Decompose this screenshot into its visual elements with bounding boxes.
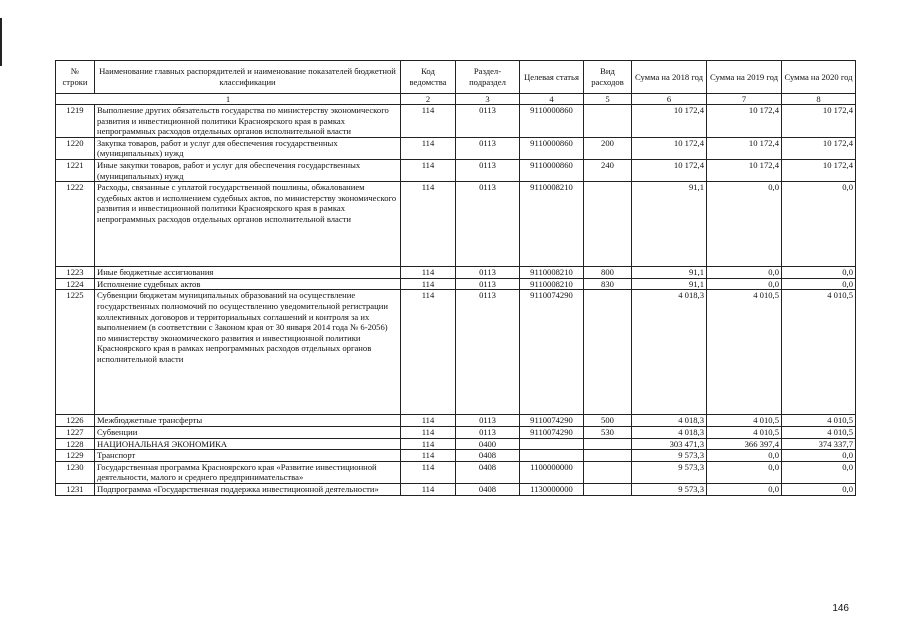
row-sum-2019: 10 172,4 — [707, 105, 782, 138]
row-section: 0113 — [456, 137, 520, 159]
table-row — [56, 415, 856, 427]
column-number: 6 — [632, 94, 707, 105]
table-row — [56, 137, 856, 159]
row-sum-2019: 0,0 — [707, 461, 782, 483]
row-sum-2019: 4 010,5 — [707, 415, 782, 427]
table-row — [56, 278, 856, 290]
column-number: 7 — [707, 94, 782, 105]
row-dept-code: 114 — [401, 159, 456, 181]
page-number: 146 — [832, 603, 849, 614]
column-number: 5 — [584, 94, 632, 105]
row-name: НАЦИОНАЛЬНАЯ ЭКОНОМИКА — [95, 438, 401, 450]
row-dept-code: 114 — [401, 267, 456, 279]
row-number: 1221 — [56, 159, 95, 181]
row-sum-2020: 0,0 — [782, 450, 856, 462]
row-name: Иные бюджетные ассигнования — [95, 267, 401, 279]
row-sum-2018: 91,1 — [632, 278, 707, 290]
col-header-name: Наименование главных распорядителей и наименование показателей бюджетной классификации — [95, 61, 401, 94]
row-section: 0408 — [456, 450, 520, 462]
row-expense-type — [584, 438, 632, 450]
row-sum-2020: 4 010,5 — [782, 415, 856, 427]
row-sum-2019: 0,0 — [707, 278, 782, 290]
row-name: Расходы, связанные с уплатой государственной пошлины, обжалованием судебных актов и исполнением судебных актов, по министерству экономического развития и инвестиционной политики Красноярского края в рамках непрограммных расходов отдельных органов исполнительной власти — [95, 182, 401, 267]
row-sum-2019: 4 010,5 — [707, 426, 782, 438]
row-section: 0113 — [456, 182, 520, 267]
row-sum-2018: 10 172,4 — [632, 137, 707, 159]
row-sum-2018: 10 172,4 — [632, 105, 707, 138]
row-target-article: 1130000000 — [520, 483, 584, 495]
row-sum-2018: 91,1 — [632, 182, 707, 267]
row-name: Транспорт — [95, 450, 401, 462]
row-expense-type — [584, 450, 632, 462]
row-sum-2020: 0,0 — [782, 182, 856, 267]
col-header-row-no: № строки — [56, 61, 95, 94]
row-sum-2019: 10 172,4 — [707, 137, 782, 159]
row-dept-code: 114 — [401, 137, 456, 159]
row-sum-2019: 10 172,4 — [707, 159, 782, 181]
row-sum-2019: 4 010,5 — [707, 290, 782, 415]
row-name: Исполнение судебных актов — [95, 278, 401, 290]
row-sum-2018: 303 471,3 — [632, 438, 707, 450]
row-expense-type — [584, 483, 632, 495]
row-section: 0113 — [456, 426, 520, 438]
row-section: 0113 — [456, 159, 520, 181]
row-sum-2018: 10 172,4 — [632, 159, 707, 181]
row-target-article: 9110074290 — [520, 415, 584, 427]
row-sum-2020: 374 337,7 — [782, 438, 856, 450]
row-section: 0408 — [456, 461, 520, 483]
row-sum-2020: 10 172,4 — [782, 137, 856, 159]
row-number: 1229 — [56, 450, 95, 462]
row-sum-2019: 366 397,4 — [707, 438, 782, 450]
row-section: 0408 — [456, 483, 520, 495]
table-row — [56, 290, 856, 415]
row-dept-code: 114 — [401, 278, 456, 290]
row-dept-code: 114 — [401, 415, 456, 427]
row-number: 1231 — [56, 483, 95, 495]
row-name: Межбюджетные трансферты — [95, 415, 401, 427]
row-name: Выполнение других обязательств государства по министерству экономического развития и инвестиционной политики Красноярского края в рамках непрограммных расходов отдельных органов исполнительной власти — [95, 105, 401, 138]
row-number: 1225 — [56, 290, 95, 415]
col-header-sum-2020: Сумма на 2020 год — [782, 61, 856, 94]
row-dept-code: 114 — [401, 182, 456, 267]
row-dept-code: 114 — [401, 461, 456, 483]
row-name: Закупка товаров, работ и услуг для обеспечения государственных (муниципальных) нужд — [95, 137, 401, 159]
row-expense-type: 200 — [584, 137, 632, 159]
row-sum-2018: 9 573,3 — [632, 450, 707, 462]
row-expense-type — [584, 182, 632, 267]
row-number: 1220 — [56, 137, 95, 159]
row-section: 0113 — [456, 278, 520, 290]
col-header-section: Раздел-подраздел — [456, 61, 520, 94]
col-header-dept-code: Код ведомства — [401, 61, 456, 94]
row-section: 0113 — [456, 415, 520, 427]
row-number: 1227 — [56, 426, 95, 438]
row-number: 1222 — [56, 182, 95, 267]
budget-table — [55, 60, 856, 496]
row-expense-type: 240 — [584, 159, 632, 181]
header-row — [56, 61, 856, 94]
row-sum-2020: 0,0 — [782, 461, 856, 483]
table-row — [56, 483, 856, 495]
row-number: 1224 — [56, 278, 95, 290]
row-target-article: 9110000860 — [520, 159, 584, 181]
column-number: 2 — [401, 94, 456, 105]
table-row — [56, 267, 856, 279]
row-number: 1219 — [56, 105, 95, 138]
row-expense-type — [584, 105, 632, 138]
table-row — [56, 105, 856, 138]
row-sum-2020: 0,0 — [782, 483, 856, 495]
row-name: Подпрограмма «Государственная поддержка инвестиционной деятельности» — [95, 483, 401, 495]
row-sum-2018: 4 018,3 — [632, 290, 707, 415]
row-target-article: 9110074290 — [520, 290, 584, 415]
row-target-article — [520, 438, 584, 450]
row-expense-type: 800 — [584, 267, 632, 279]
row-sum-2020: 10 172,4 — [782, 105, 856, 138]
row-sum-2019: 0,0 — [707, 182, 782, 267]
row-sum-2018: 9 573,3 — [632, 483, 707, 495]
row-sum-2018: 9 573,3 — [632, 461, 707, 483]
column-number-row — [56, 94, 856, 105]
row-sum-2019: 0,0 — [707, 267, 782, 279]
row-name: Субвенции — [95, 426, 401, 438]
col-header-sum-2019: Сумма на 2019 год — [707, 61, 782, 94]
row-name: Субвенции бюджетам муниципальных образований на осуществление государственных полномочий по осуществлению уведомительной регистрации коллективных договоров и территориальных соглашений и контроля за их выполнением (в соответствии с Законом края от 30 января 2014 года № 6-2056) по министерству экономического развития и инвестиционной политики Красноярского края в рамках непрограммных расходов отдельных органов исполнительной власти — [95, 290, 401, 415]
column-number: 1 — [56, 94, 401, 105]
row-expense-type: 530 — [584, 426, 632, 438]
row-sum-2020: 0,0 — [782, 278, 856, 290]
table-row — [56, 438, 856, 450]
col-header-target-article: Целевая статья — [520, 61, 584, 94]
row-name: Иные закупки товаров, работ и услуг для обеспечения государственных (муниципальных) нужд — [95, 159, 401, 181]
row-dept-code: 114 — [401, 426, 456, 438]
margin-mark — [0, 18, 2, 66]
col-header-sum-2018: Сумма на 2018 год — [632, 61, 707, 94]
row-sum-2018: 91,1 — [632, 267, 707, 279]
row-target-article: 9110008210 — [520, 182, 584, 267]
table-row — [56, 159, 856, 181]
row-sum-2020: 4 010,5 — [782, 426, 856, 438]
row-section: 0113 — [456, 290, 520, 415]
row-dept-code: 114 — [401, 450, 456, 462]
row-section: 0113 — [456, 105, 520, 138]
row-sum-2018: 4 018,3 — [632, 415, 707, 427]
row-dept-code: 114 — [401, 290, 456, 415]
row-sum-2019: 0,0 — [707, 450, 782, 462]
row-expense-type: 830 — [584, 278, 632, 290]
row-number: 1223 — [56, 267, 95, 279]
row-target-article: 9110074290 — [520, 426, 584, 438]
row-expense-type: 500 — [584, 415, 632, 427]
row-sum-2019: 0,0 — [707, 483, 782, 495]
row-target-article: 9110008210 — [520, 278, 584, 290]
column-number: 4 — [520, 94, 584, 105]
row-name: Государственная программа Красноярского края «Развитие инвестиционной деятельности, малого и среднего предпринимательства» — [95, 461, 401, 483]
row-target-article: 9110000860 — [520, 137, 584, 159]
table-row — [56, 461, 856, 483]
row-number: 1230 — [56, 461, 95, 483]
row-dept-code: 114 — [401, 438, 456, 450]
row-dept-code: 114 — [401, 105, 456, 138]
column-number: 3 — [456, 94, 520, 105]
row-target-article — [520, 450, 584, 462]
column-number: 8 — [782, 94, 856, 105]
row-dept-code: 114 — [401, 483, 456, 495]
table-row — [56, 426, 856, 438]
table-row — [56, 450, 856, 462]
row-sum-2018: 4 018,3 — [632, 426, 707, 438]
row-sum-2020: 0,0 — [782, 267, 856, 279]
row-sum-2020: 4 010,5 — [782, 290, 856, 415]
row-sum-2020: 10 172,4 — [782, 159, 856, 181]
row-section: 0400 — [456, 438, 520, 450]
row-section: 0113 — [456, 267, 520, 279]
row-target-article: 1100000000 — [520, 461, 584, 483]
table-row — [56, 182, 856, 267]
row-expense-type — [584, 461, 632, 483]
col-header-expense-type: Вид расходов — [584, 61, 632, 94]
row-number: 1228 — [56, 438, 95, 450]
row-number: 1226 — [56, 415, 95, 427]
row-target-article: 9110000860 — [520, 105, 584, 138]
row-target-article: 9110008210 — [520, 267, 584, 279]
row-expense-type — [584, 290, 632, 415]
